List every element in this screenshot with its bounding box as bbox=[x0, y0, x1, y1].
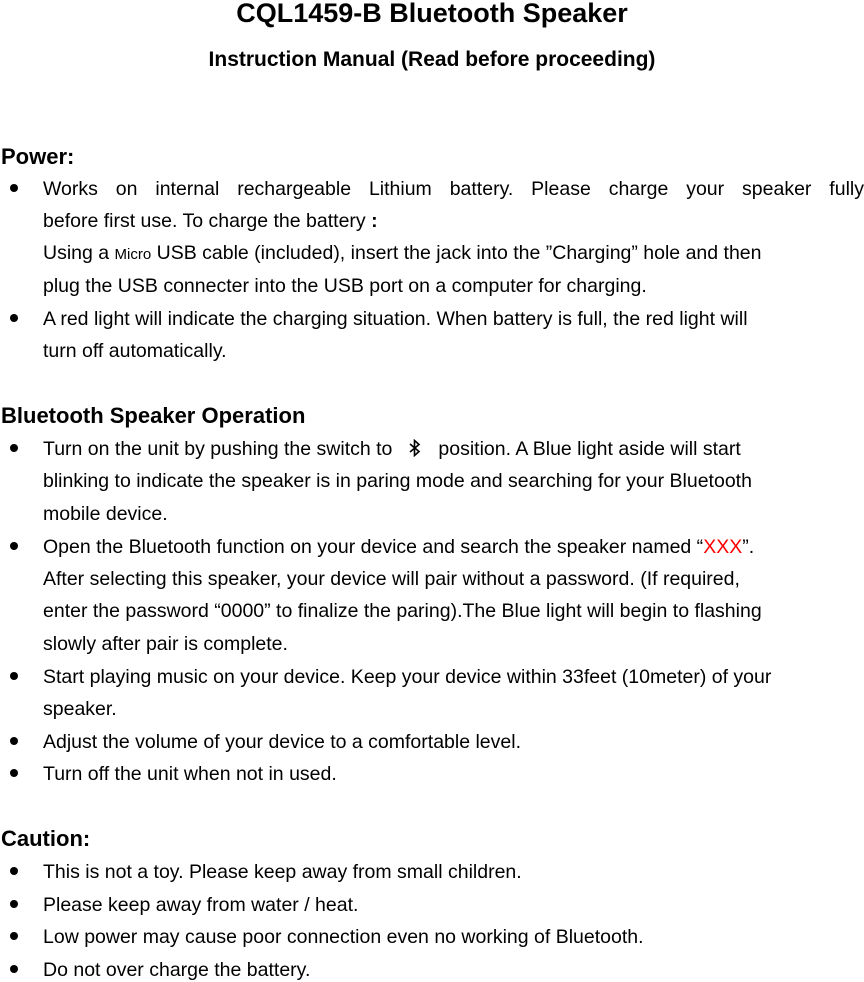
operation-bullet2-line1-pre: Open the Bluetooth function on your device and search the speaker named “ bbox=[43, 536, 704, 558]
bullet-dot bbox=[10, 932, 18, 940]
operation-bullet3-line1: Start playing music on your device. Keep your device within 33feet (10meter) of your bbox=[43, 666, 772, 688]
bullet-dot bbox=[10, 867, 18, 875]
power-bullet1-line2 bbox=[43, 209, 378, 233]
power-bullet1-line1: Works on internal rechargeable Lithium battery. Please charge your speaker fully bbox=[43, 178, 864, 200]
power-bullet1-line4: plug the USB connecter into the USB port on a computer for charging. bbox=[43, 275, 647, 297]
caution-item: Do not over charge the battery. bbox=[43, 959, 311, 981]
bullet-dot bbox=[10, 444, 18, 452]
operation-heading: Bluetooth Speaker Operation bbox=[1, 403, 306, 428]
operation-bullet1-line2: blinking to indicate the speaker is in paring mode and searching for your Bluetooth bbox=[43, 470, 752, 492]
operation-bullet2-line1 bbox=[43, 535, 754, 559]
operation-bullet3-line2: speaker. bbox=[43, 698, 117, 720]
operation-bullet4-line1: Adjust the volume of your device to a comfortable level. bbox=[43, 731, 521, 753]
caution-item: Low power may cause poor connection even no working of Bluetooth. bbox=[43, 926, 644, 948]
document-title: CQL1459-B Bluetooth Speaker bbox=[236, 0, 628, 28]
bluetooth-icon bbox=[408, 439, 422, 457]
bullet-dot bbox=[10, 314, 18, 322]
power-bullet2-line2: turn off automatically. bbox=[43, 340, 227, 362]
operation-bullet2-line3: enter the password “0000” to finalize the paring).The Blue light will begin to flashing bbox=[43, 600, 762, 622]
operation-bullet1-line1-post: position. A Blue light aside will start bbox=[438, 438, 741, 460]
power-bullet1-line2-colon: : bbox=[371, 210, 378, 232]
operation-bullet1-line1-pre: Turn on the unit by pushing the switch to bbox=[43, 438, 393, 460]
operation-bullet2-line2: After selecting this speaker, your device will pair without a password. (If required, bbox=[43, 568, 740, 590]
caution-item: Please keep away from water / heat. bbox=[43, 894, 359, 916]
operation-bullet2-line4: slowly after pair is complete. bbox=[43, 633, 288, 655]
bullet-dot bbox=[10, 769, 18, 777]
bullet-dot bbox=[10, 965, 18, 973]
power-bullet1-line3-pre: Using a bbox=[43, 242, 115, 264]
operation-bullet5-line1: Turn off the unit when not in used. bbox=[43, 763, 337, 785]
power-heading: Power: bbox=[1, 144, 75, 169]
power-bullet1-line2-text: before first use. To charge the battery bbox=[43, 210, 372, 232]
caution-heading: Caution: bbox=[1, 826, 91, 851]
bullet-dot bbox=[10, 672, 18, 680]
power-bullet1-line3-post: USB cable (included), insert the jack into the ”Charging” hole and then bbox=[151, 242, 762, 264]
operation-bullet1-line1 bbox=[43, 437, 741, 461]
operation-bullet1-line3: mobile device. bbox=[43, 503, 168, 525]
bullet-dot bbox=[10, 542, 18, 550]
bullet-dot bbox=[10, 184, 18, 192]
bullet-dot bbox=[10, 737, 18, 745]
power-bullet1-line3-micro: Micro bbox=[114, 246, 152, 263]
power-bullet2-line1: A red light will indicate the charging situation. When battery is full, the red light will bbox=[43, 308, 748, 330]
speaker-name: XXX bbox=[703, 536, 743, 558]
bullet-dot bbox=[10, 900, 18, 908]
power-bullet1-line3 bbox=[43, 241, 761, 267]
operation-bullet2-line1-post: ”. bbox=[742, 536, 755, 558]
document-subtitle: Instruction Manual (Read before proceeding) bbox=[208, 48, 656, 71]
caution-item: This is not a toy. Please keep away from small children. bbox=[43, 861, 522, 883]
